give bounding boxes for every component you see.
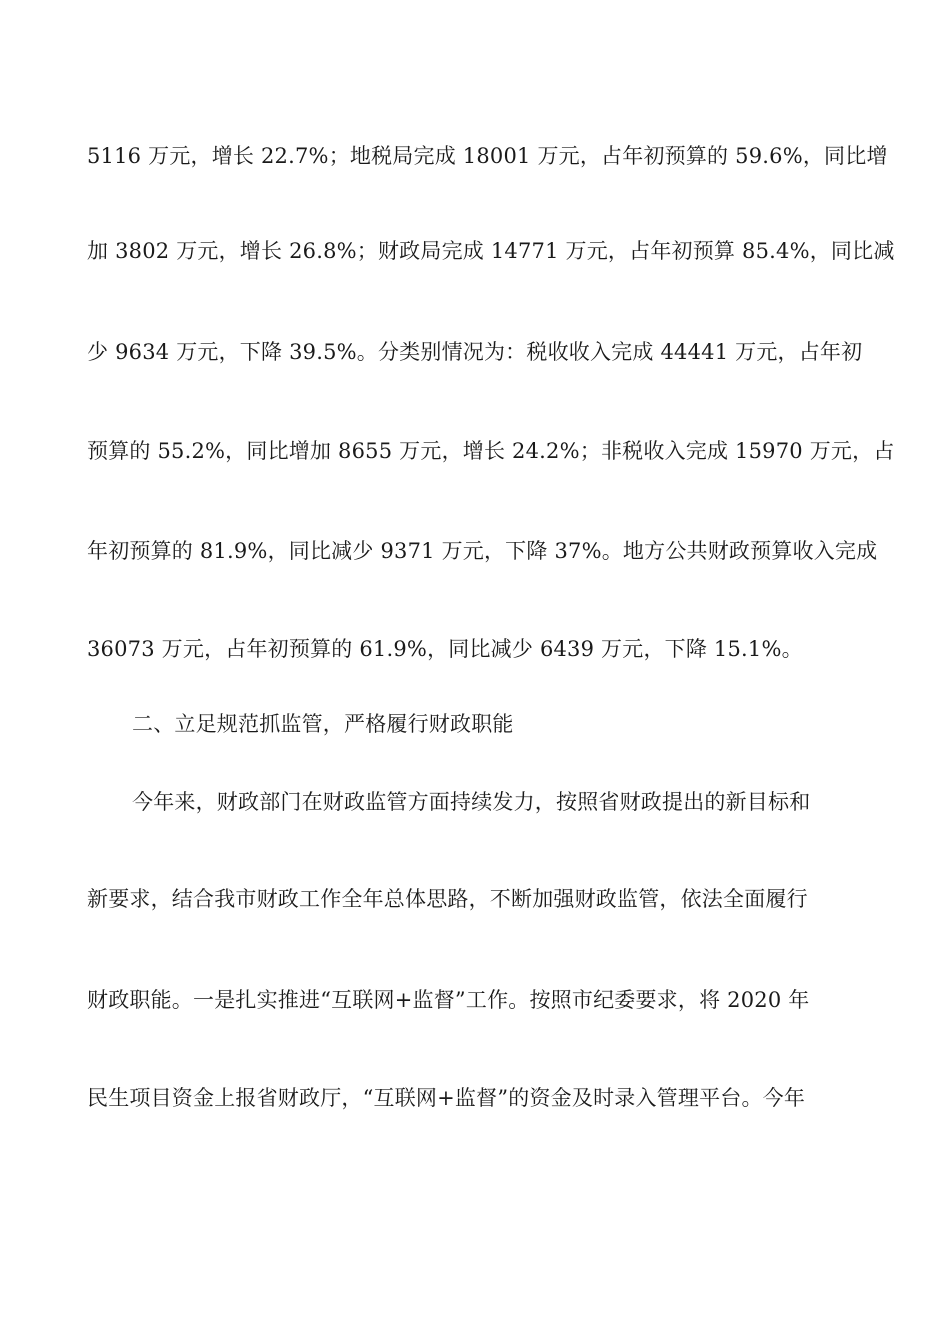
body-text-line: 财政职能。一是扎实推进“互联网+监督”工作。按照市纪委要求，将 2020 年 [87, 988, 810, 1012]
body-text-line: 年初预算的 81.9%，同比减少 9371 万元，下降 37%。地方公共财政预算收入完成 [87, 539, 878, 563]
body-text-line: 加 3802 万元，增长 26.8%；财政局完成 14771 万元，占年初预算 85.4%，同比减 [87, 239, 895, 263]
body-text-line: 新要求，结合我市财政工作全年总体思路，不断加强财政监管，依法全面履行 [87, 887, 808, 911]
body-text-line: 少 9634 万元，下降 39.5%。分类别情况为：税收收入完成 44441 万元，占年初 [87, 340, 863, 364]
body-text-line: 36073 万元，占年初预算的 61.9%，同比减少 6439 万元，下降 15.1%。 [87, 637, 803, 661]
section-heading: 二、立足规范抓监管，严格履行财政职能 [132, 712, 514, 736]
body-text-line: 5116 万元，增长 22.7%；地税局完成 18001 万元，占年初预算的 59.6%，同比增 [87, 144, 888, 168]
body-text-line: 今年来，财政部门在财政监管方面持续发力，按照省财政提出的新目标和 [132, 790, 811, 814]
body-text-line: 预算的 55.2%，同比增加 8655 万元，增长 24.2%；非税收入完成 15970 万元，占 [87, 439, 895, 463]
body-text-line: 民生项目资金上报省财政厅，“互联网+监督”的资金及时录入管理平台。今年 [87, 1086, 806, 1110]
